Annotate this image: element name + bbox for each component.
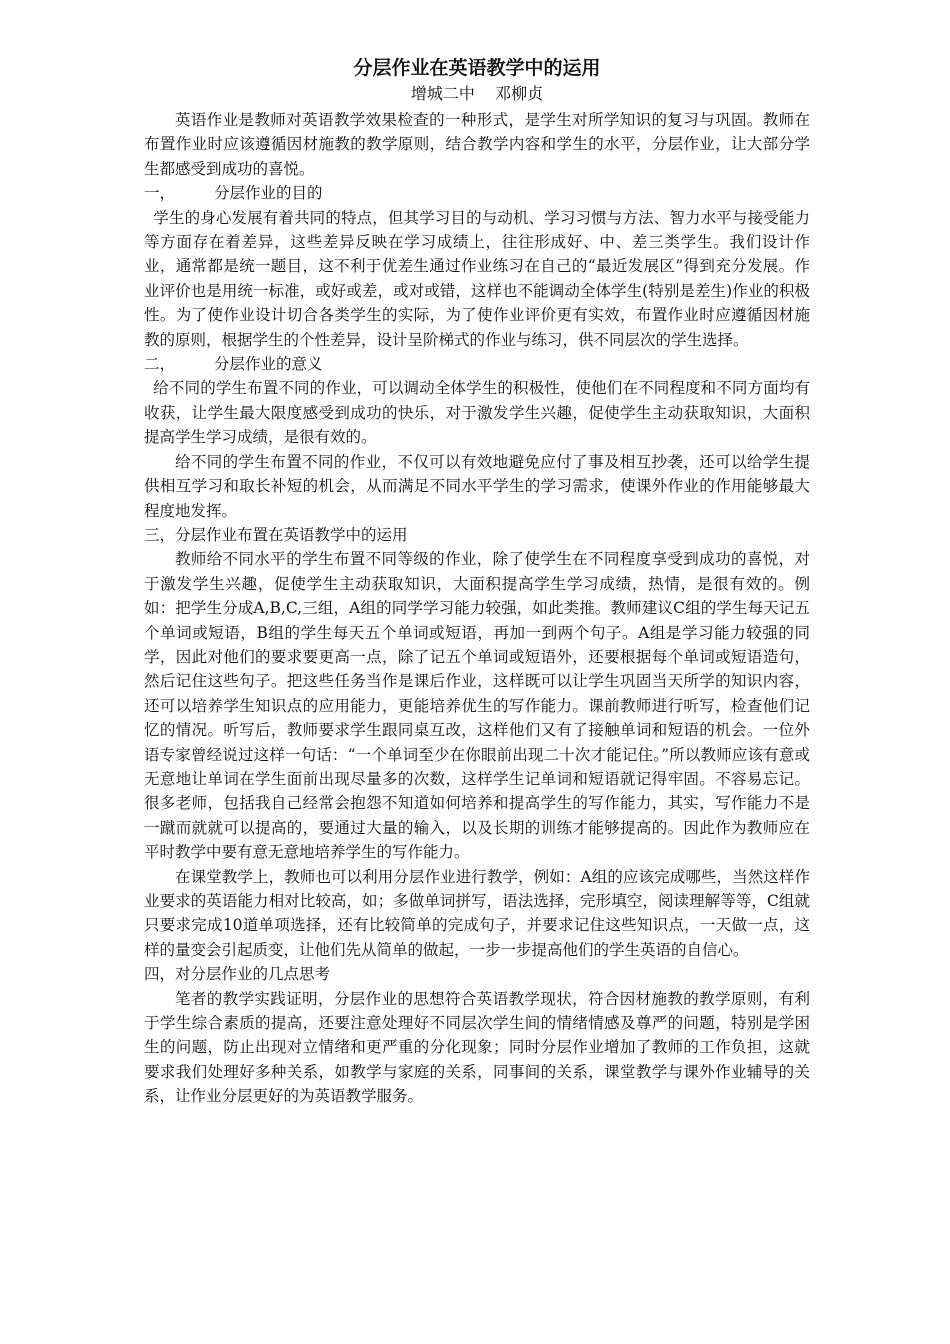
section-3-paragraph-2: 在课堂教学上，教师也可以利用分层作业进行教学，例如：A组的应该完成哪些，当然这样作业要求的英语能力相对比较高，如；多做单词拼写，语法选择，完形填空，阅读理解等等，C组就只要求完成10道单项选择，还有比较简单的完成句子，并要求记住这些知识点，一天做一点，这样的量变会引起质变，让他们先从简单的做起，一步一步提高他们的学生英语的自信心。 [144,867,810,959]
section-number: 一， [144,184,176,203]
section-heading-2 [144,352,810,376]
section-title: 对分层作业的几点思考 [175,965,331,984]
section-1-paragraph-1: 学生的身心发展有着共同的特点，但其学习目的与动机、学习习惯与方法、智力水平与接受能力等方面存在着差异，这些差异反映在学习成绩上，往往形成好、中、差三类学生。我们设计作业，通常都是统一题目，这不利于优差生通过作业练习在自己的“最近发展区”得到充分发展。作业评价也是用统一标准，或好或差，或对或错，这样也不能调动全体学生(特别是差生)作业的积极性。为了使作业设计切合各类学生的实际，为了使作业评价更有实效，布置作业时应遵循因材施教的原则，根据学生的个性差异，设计呈阶梯式的作业与练习，供不同层次的学生选择。 [144,208,810,349]
author-line: 增城二中 邓柳贞 [410,84,544,103]
intro-paragraph: 英语作业是教师对英语教学效果检查的一种形式，是学生对所学知识的复习与巩固。教师在布置作业时应该遵循因材施教的教学原则，结合教学内容和学生的水平，分层作业，让大部分学生都感受到成功的喜悦。 [144,111,810,178]
section-3-paragraph-1: 教师给不同水平的学生布置不同等级的作业，除了使学生在不同程度享受到成功的喜悦，对于激发学生兴趣，促使学生主动获取知识，大面积提高学生学习成绩，热情，是很有效的。例如：把学生分成A,B,C,三组，A组的同学学习能力较强，如此类推。教师建议C组的学生每天记五个单词或短语，B组的学生每天五个单词或短语，再加一到两个句子。A组是学习能力较强的同学，因此对他们的要求要更高一点，除了记五个单词或短语外，还要根据每个单词或短语造句，然后记住这些句子。把这些任务当作是课后作业，这样既可以让学生巩固当天所学的知识内容，还可以培养学生知识点的应用能力，更能培养优生的写作能力。课前教师进行听写，检查他们记忆的情况。听写后，教师要求学生跟同桌互改，这样他们又有了接触单词和短语的机会。一位外语专家曾经说过这样一句话：“一个单词至少在你眼前出现二十次才能记住。”所以教师应该有意或无意地让单词在学生面前出现尽量多的次数，这样学生记单词和短语就记得牢固。不容易忘记。很多老师，包括我自己经常会抱怨不知道如何培养和提高学生的写作能力，其实，写作能力不是一蹴而就就可以提高的，要通过大量的输入，以及长期的训练才能够提高的。因此作为教师应在平时教学中要有意无意地培养学生的写作能力。 [144,550,810,862]
section-title: 分层作业的目的 [214,184,323,203]
document-page [144,54,810,1109]
section-title: 分层作业的意义 [214,355,323,374]
section-heading-4 [144,962,810,986]
section-number: 四， [144,965,176,984]
section-4-paragraph-1: 笔者的教学实践证明，分层作业的思想符合英语教学现状，符合因材施教的教学原则，有利于学生综合素质的提高，还要注意处理好不同层次学生间的情绪情感及尊严的问题，特别是学困生的问题，防止出现对立情绪和更严重的分化现象；同时分层作业增加了教师的工作负担，这就要求我们处理好多种关系，如教学与家庭的关系，同事间的关系，课堂教学与课外作业辅导的关系，让作业分层更好的为英语教学服务。 [144,989,810,1106]
document-title: 分层作业在英语教学中的运用 [353,57,601,79]
section-number: 三， [144,525,176,544]
section-number: 二， [144,355,176,374]
section-2-paragraph-1: 给不同的学生布置不同的作业，可以调动全体学生的积极性，使他们在不同程度和不同方面均有收获，让学生最大限度感受到成功的快乐，对于激发学生兴趣，促使学生主动获取知识，大面积提高学生学习成绩，是很有效的。 [144,379,810,447]
section-title: 分层作业布置在英语教学中的运用 [175,525,408,544]
section-heading-1 [144,181,810,205]
section-heading-3 [144,523,810,547]
section-2-paragraph-2: 给不同的学生布置不同的作业，不仅可以有效地避免应付了事及相互抄袭，还可以给学生提供相互学习和取长补短的机会，从而满足不同水平学生的学习需求，使课外作业的作用能够最大程度地发挥。 [144,452,810,520]
